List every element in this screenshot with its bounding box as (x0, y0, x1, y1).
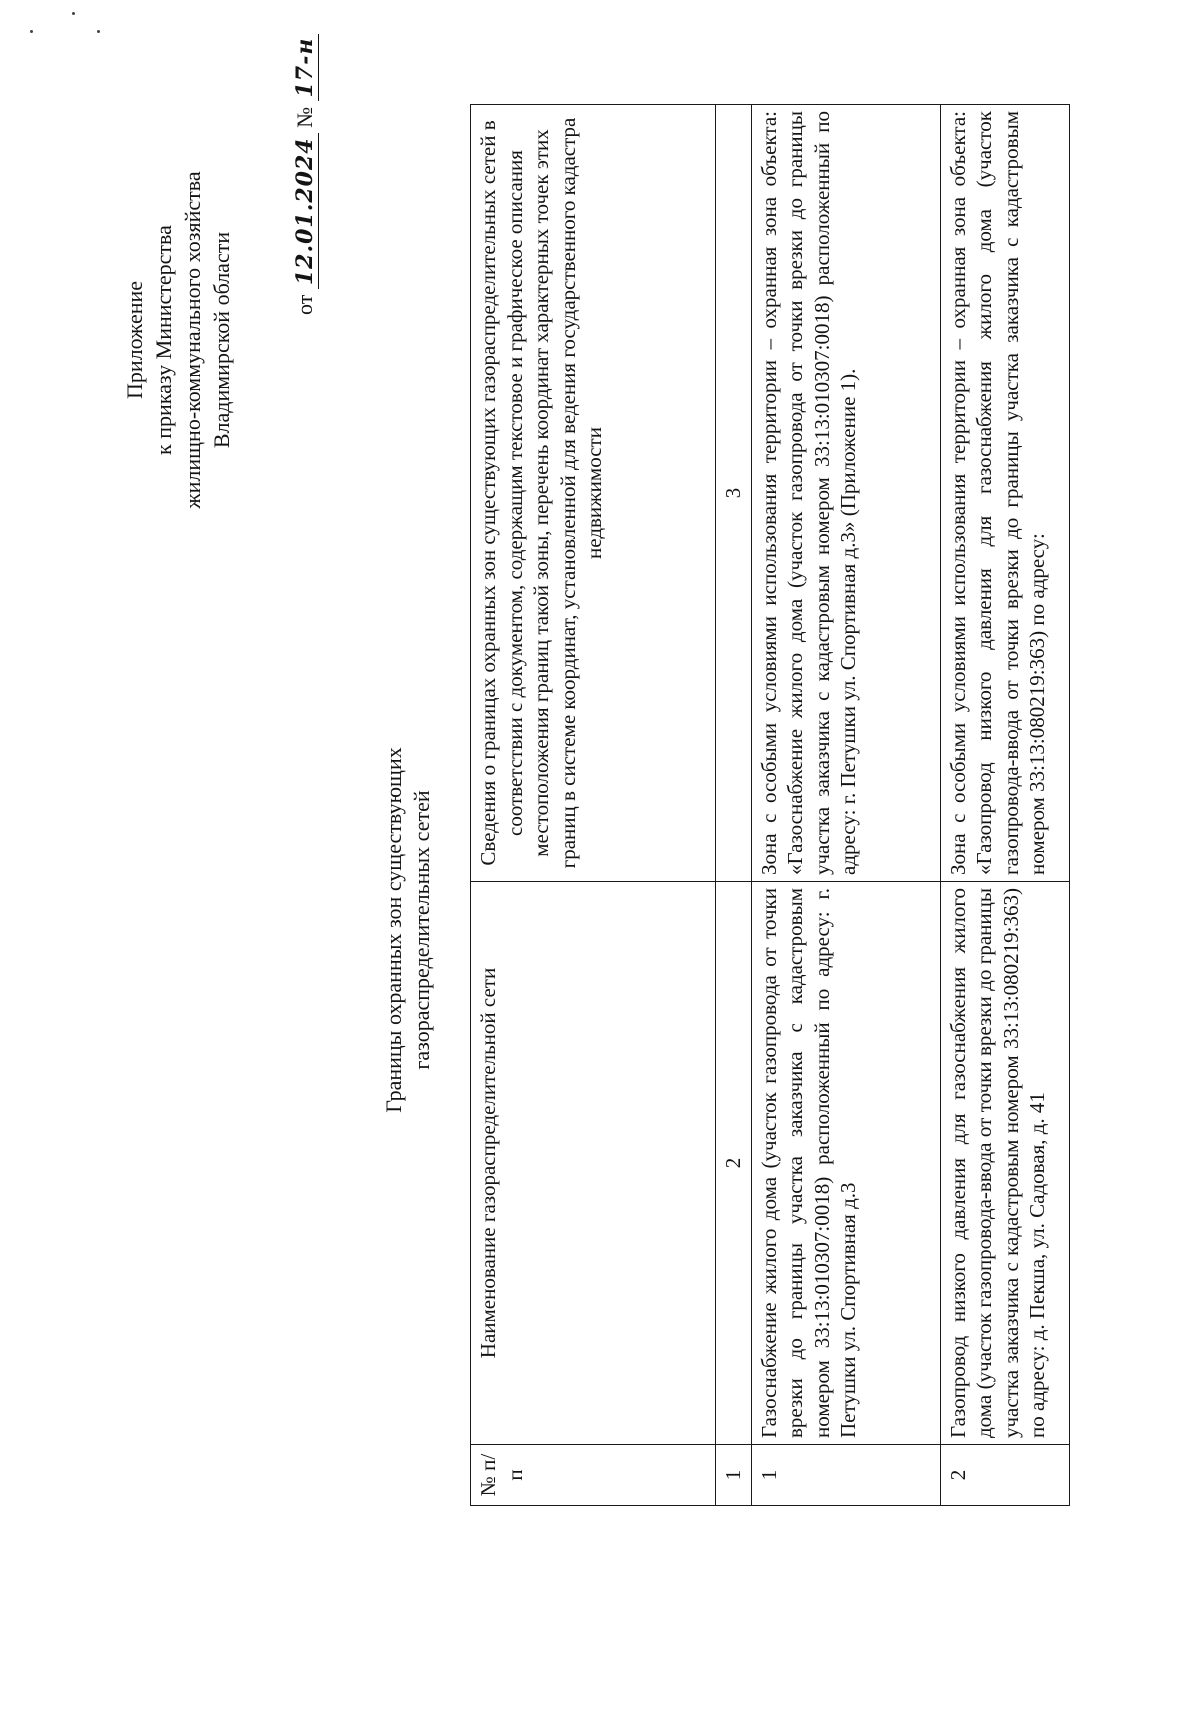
zones-table (470, 104, 1070, 1506)
row-number: 2 (940, 1445, 1069, 1506)
header-line: Владимирской области (209, 231, 234, 449)
column-number: 2 (716, 882, 752, 1445)
table-row (751, 105, 940, 1506)
order-reference (292, 34, 319, 315)
order-number-sign: № (292, 106, 317, 128)
table-row (940, 105, 1069, 1506)
header-line: Приложение (122, 280, 147, 400)
appendix-header (120, 110, 236, 570)
header-line: к приказу Министерства (151, 225, 176, 455)
order-date: 12.01.2024 (292, 133, 319, 289)
header-line: жилищно-коммунального хозяйства (180, 171, 205, 509)
header-cell-info: Сведения о границах охранных зон существующих газораспределительных сетей в соответствии с документом, содержащим текстовое и графическое описания местоположения границ такой зоны, перечень координат характерных точек этих границ в системе координат, установленной для ведения государственного кадастра недвижимости (471, 105, 716, 882)
title-line: Границы охранных зон существующих (381, 747, 406, 1113)
column-number-row (716, 105, 752, 1506)
row-zone-info: Зона с особыми условиями использования территории – охранная зона объекта: «Газопровод низкого давления для газоснабжения жилого дома (участок газопровода-ввода от точки врезки до границы участка заказчика с кадастровым номером 33:13:080219:363) по адресу: (940, 105, 1069, 882)
document-title (380, 670, 436, 1190)
header-cell-number: № п/п (471, 1445, 716, 1506)
header-cell-name: Наименование газораспределительной сети (471, 882, 716, 1445)
row-network-name: Газопровод низкого давления для газоснабжения жилого дома (участок газопровода-ввода от точки врезки до границы участка заказчика с кадастровым номером 33:13:080219:363) по адресу: д. Пекша, ул. Садовая, д. 41 (940, 882, 1069, 1445)
column-number: 1 (716, 1445, 752, 1506)
order-prefix: от (292, 294, 317, 315)
row-zone-info: Зона с особыми условиями использования территории – охранная зона объекта: «Газоснабжение жилого дома (участок газопровода от точки врезки до границы участка заказчика с кадастровым номером 33:13:010307:0018) расположенный по адресу: г. Петушки ул. Спортивная д.3» (Приложение 1). (751, 105, 940, 882)
order-number: 17-н (292, 34, 319, 102)
title-line: газораспределительных сетей (409, 790, 434, 1070)
column-number: 3 (716, 105, 752, 882)
row-network-name: Газоснабжение жилого дома (участок газопровода от точки врезки до границы участка заказчика с кадастровым номером 33:13:010307:0018) расположенный по адресу: г. Петушки ул. Спортивная д.3 (751, 882, 940, 1445)
row-number: 1 (751, 1445, 940, 1506)
table-header-row (471, 105, 716, 1506)
